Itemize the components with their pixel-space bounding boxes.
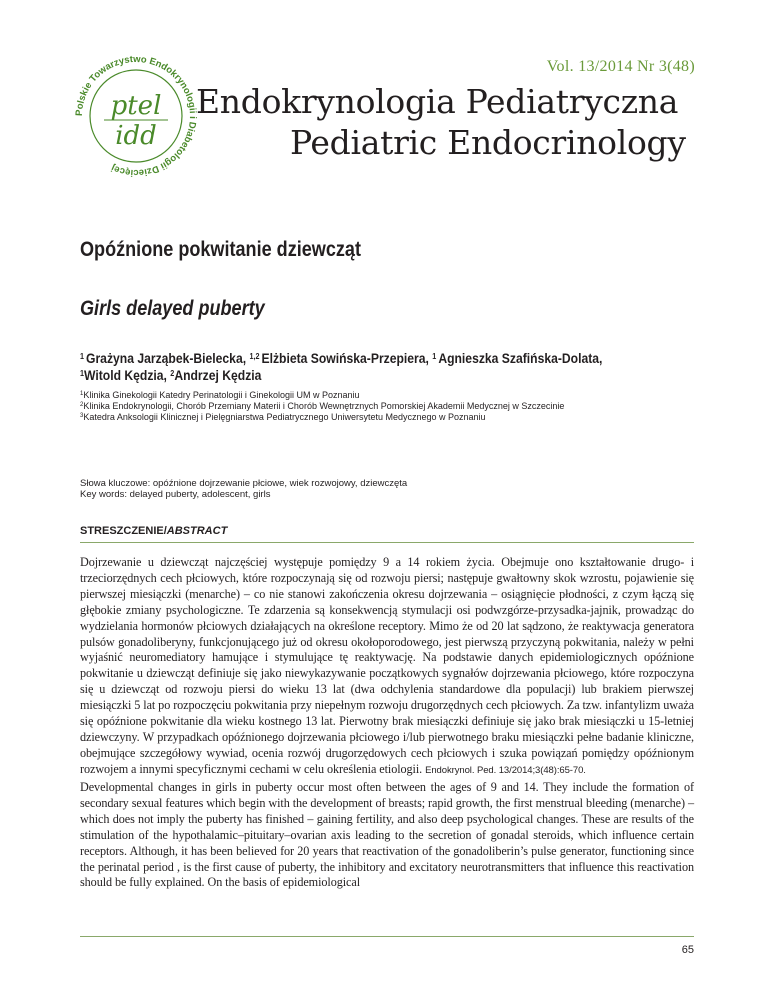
affiliation-text: Klinika Endokrynologii, Chorób Przemiany Materii i Chorób Wewnętrznych Pomorskiej Akademii Medycznej w Szczecinie: [83, 401, 565, 411]
abstract-pl-text: Dojrzewanie u dziewcząt najczęściej występuje pomiędzy 9 a 14 rokiem życia. Obejmuje ono kształtowanie drugo- i trzeciorzędnych cech płciowych, które rozpoczynają się od rozwoju piersi; następuje gwałtowny skok wzrostu, pojawienie się pierwszej miesiączki (menarche) – co nie stanowi zakończenia okresu dojrzewania – osiągnięcie płodności, z czym łączą się głębokie zmiany psychologiczne. Te zdarzenia są konsekwencją stymulacji osi podwzgórze-przysadka-jajnik, prowadząc do wydzielania hormonów płciowych działających na określone receptory. Mimo że od 20 lat sądzono, że reaktywacja generatora pulsów gonadoliberyny, funkcjonującego już od okresu okołoporodowego, jest pierwszą przyczyną pokwitania, należy w pełni wyjaśnić neuromediatory hamujące i stymulujące tę reaktywację. Na podstawie danych epidemiologicznych opóźnione pokwitanie u dziewcząt definiuje się jako niewykazywanie początkowych sygnałów dojrzewania płciowego, które rozpoczyna się u dziewcząt od rozwoju piersi do wieku 13 lat (dwa odchylenia standardowe dla populacji) lub brakiem pierwszej miesiączki 5 lat po rozpoczęciu pokwitania przy niepełnym rozwoju drugorzędnych cech płciowych. Za tzw. infantylizm uważa się opóźnione pokwitanie dla wieku kostnego 13 lat. Pierwotny brak miesiączki definiuje się jako brak miesiączki u 15-letniej dziewczyny. W przypadkach opóźnionego dojrzewania płciowego i/lub pierwotnego braku miesiączki pełne badanie kliniczne, obejmujące szczegółowy wywiad, ocenia rozwój drugorzędowych cech płciowych i szuka powiązań pomiędzy opóźnionym rozwojem a innymi specyficznymi cechami w celu określenia etiologii.: [80, 555, 694, 776]
author-affiliation-mark: 1: [80, 352, 87, 361]
author-line: [80, 367, 710, 384]
author-name: Elżbieta Sowińska-Przepiera,: [261, 351, 433, 366]
article-title-en: Girls delayed puberty: [80, 297, 265, 320]
abstract-heading-italic: ABSTRACT: [166, 525, 228, 537]
affiliation-list: [80, 390, 564, 423]
article-title-pl: Opóźnione pokwitanie dziewcząt: [80, 238, 361, 261]
volume-info: Vol. 13/2014 Nr 3(48): [546, 58, 695, 75]
author-list: [80, 350, 710, 384]
author-name: Agnieszka Szafińska-Dolata,: [438, 351, 603, 366]
author-line: [80, 350, 710, 367]
page-number: 65: [681, 944, 694, 956]
journal-title-pl: Endokrynologia Pediatryczna: [196, 82, 679, 121]
author-affiliation-mark: 1: [432, 352, 439, 361]
affiliation-text: Katedra Anksologii Klinicznej i Pielęgniarstwa Pediatrycznego Uniwersytetu Medycznego w Poznaniu: [83, 412, 486, 422]
affiliation-item: [80, 412, 564, 423]
divider-line: [80, 542, 694, 543]
journal-title-en: Pediatric Endocrinology: [290, 123, 686, 162]
abstract-heading-text: STRESZCZENIE/: [80, 525, 167, 537]
affiliation-mark: 2: [80, 402, 84, 408]
abstract-pl: [80, 555, 694, 779]
author-name: Witold Kędzia,: [84, 368, 171, 383]
author-name: Grażyna Jarząbek-Bielecka,: [86, 351, 250, 366]
logo-monogram-bottom: idd: [115, 121, 157, 151]
author-affiliation-mark: 1,2: [249, 352, 262, 361]
author-name: Andrzej Kędzia: [174, 368, 262, 383]
affiliation-mark: 3: [80, 413, 84, 419]
keywords-pl: Słowa kluczowe: opóźnione dojrzewanie płciowe, wiek rozwojowy, dziewczęta: [80, 478, 408, 489]
affiliation-item: [80, 401, 564, 412]
footer-divider: [80, 936, 694, 937]
affiliation-item: [80, 390, 564, 401]
society-logo: [68, 48, 204, 184]
logo-monogram-top: ptel: [110, 91, 162, 121]
citation: Endokrynol. Ped. 13/2014;3(48):65-70.: [425, 764, 586, 776]
logo-ring-text: Polskie Towarzystwo Endokrynologii i Diabetologii Dziecięcej: [73, 53, 199, 179]
abstract-heading: [80, 525, 227, 537]
affiliation-mark: 1: [80, 391, 84, 397]
author-affiliation-mark: 1: [80, 369, 85, 378]
author-affiliation-mark: 2: [170, 369, 175, 378]
keywords-en: Key words: delayed puberty, adolescent, girls: [80, 489, 271, 500]
abstract-en: Developmental changes in girls in puberty occur most often between the ages of 9 and 14. They include the formation of secondary sexual features which begin with the development of breasts; rapid growth, the first menstrual bleeding (menarche) – which does not imply the puberty has finished – gaining fertility, and also deep psychological changes. These are results of the stimulation of the hypothalamic–pituitary–ovarian axis leading to the secretion of gonadal steroids, which influence certain receptors. Although, it has been believed for 20 years that reactivation of the gonadoliberin’s pulse generator, functioning since the perinatal period , is the first cause of puberty, the inhibitory and excitatory neurotransmitters that influence this reactivation should be fully explained. On the basis of epidemiological: [80, 780, 694, 890]
affiliation-text: Klinika Ginekologii Katedry Perinatologii i Ginekologii UM w Poznaniu: [83, 390, 360, 400]
keywords-block: [80, 478, 407, 500]
